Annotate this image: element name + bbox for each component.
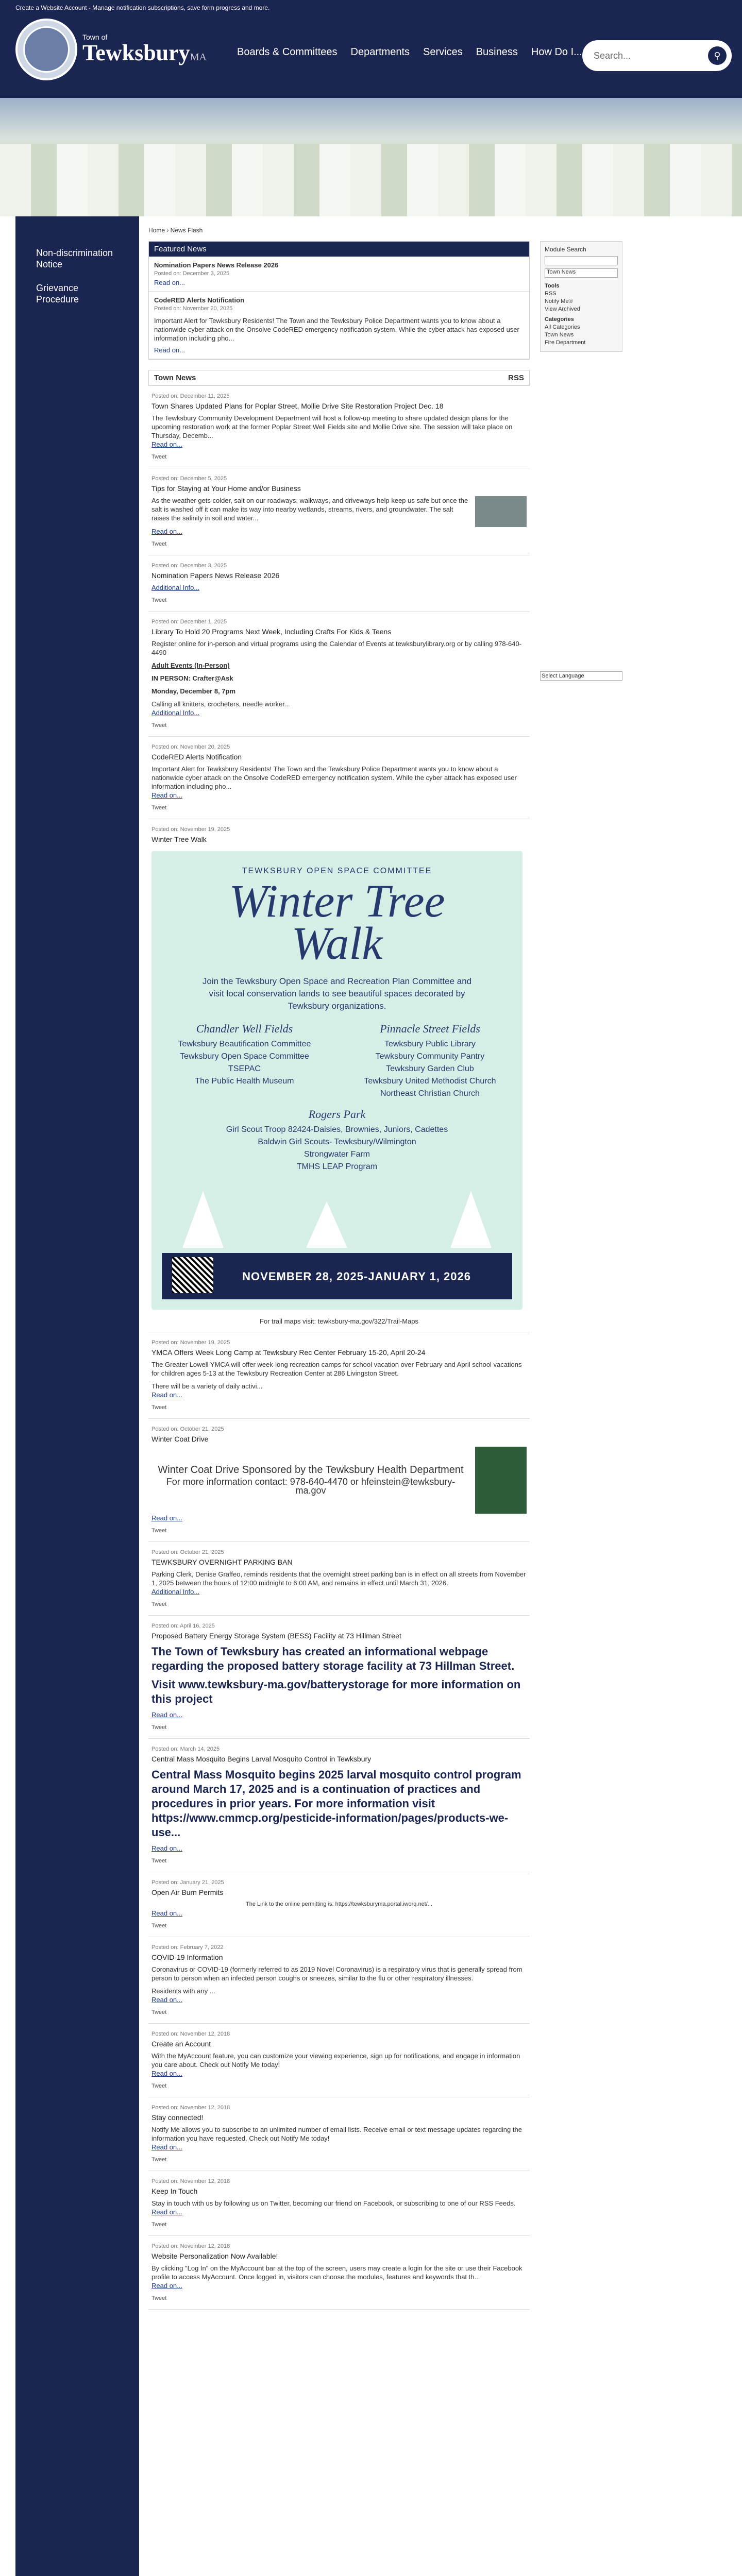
main-area	[15, 216, 727, 2576]
news-item	[148, 737, 530, 819]
featured-item-title[interactable]: Nomination Papers News Release 2026	[154, 261, 279, 269]
sidebar	[15, 216, 139, 2576]
rss-link[interactable]: RSS	[508, 374, 524, 382]
additional-info-link[interactable]: Additional Info...	[151, 584, 200, 591]
coat-drive-flyer[interactable]	[475, 1447, 527, 1514]
tweet-button[interactable]: Tweet	[151, 2295, 167, 2301]
nav-services[interactable]: Services	[423, 46, 463, 58]
header	[0, 15, 742, 98]
news-title[interactable]: Stay connected!	[151, 2113, 204, 2122]
search-icon[interactable]: ⚲	[708, 46, 727, 65]
news-body: There will be a variety of daily activi...	[151, 1382, 263, 1390]
news-body: Register online for in-person and virtual programs using the Calendar of Events at tewksburylibrary.org or by calling 978-640-4490	[151, 640, 522, 656]
news-date: Posted on: November 12, 2018	[151, 2178, 230, 2184]
category-fire[interactable]: Fire Department	[545, 340, 586, 346]
tweet-button[interactable]: Tweet	[151, 1858, 167, 1864]
news-date: Posted on: January 21, 2025	[151, 1879, 224, 1886]
read-on-link[interactable]: Read on...	[154, 346, 185, 354]
nav-how-do-i[interactable]: How Do I...	[531, 46, 582, 58]
news-extra: Calling all knitters, crocheters, needle worker...	[151, 700, 290, 708]
news-body: Notify Me allows you to subscribe to an unlimited number of email lists. Receive email or text message updates regarding the information you have requested. Check out Notify Me today!	[151, 2126, 522, 2142]
tools-title: Tools	[545, 283, 560, 289]
trail-maps-link[interactable]: For trail maps visit: tewksbury-ma.gov/322/Trail-Maps	[260, 1317, 418, 1325]
news-title[interactable]: COVID-19 Information	[151, 1953, 223, 1961]
news-body: The Greater Lowell YMCA will offer week-long recreation camps for school vacation over February and April school vacations for children ages 5-13 at the Tewksbury Recreation Center at 286 Livingston Street.	[151, 1361, 522, 1377]
news-item	[148, 1739, 530, 1872]
brand-name: TewksburyMA	[82, 40, 207, 65]
sidebar-item-grievance[interactable]: Grievance Procedure	[36, 283, 79, 304]
news-body: The Tewksbury Community Development Department will host a follow-up meeting to share updated design plans for the upcoming restoration work at the former Poplar Street Well Fields site and Mollie Drive site. The session will take place on Thursday, Decemb...	[151, 414, 513, 439]
news-item	[148, 468, 530, 555]
right-column	[540, 241, 622, 2310]
coat-drive-heading: Winter Coat Drive Sponsored by the Tewksbury Health Department	[158, 1464, 464, 1476]
news-item	[148, 1616, 530, 1739]
news-item	[148, 2236, 530, 2310]
tweet-button[interactable]: Tweet	[151, 805, 167, 811]
read-on-link[interactable]: Read on...	[151, 1711, 182, 1719]
read-on-link[interactable]: Read on...	[151, 1514, 182, 1522]
module-category-select[interactable]: Town News	[545, 268, 618, 278]
news-date: Posted on: March 14, 2025	[151, 1746, 220, 1752]
tool-notify-me[interactable]: Notify Me®	[545, 298, 573, 304]
town-seal[interactable]	[15, 19, 77, 80]
news-title[interactable]: Town Shares Updated Plans for Poplar Street, Mollie Drive Site Restoration Project Dec. 18	[151, 402, 444, 410]
news-item	[148, 2024, 530, 2097]
language-select[interactable]: Select Language	[540, 671, 622, 681]
news-item	[148, 2171, 530, 2236]
tweet-button[interactable]: Tweet	[151, 2083, 167, 2089]
news-item	[148, 1872, 530, 1937]
news-date: Posted on: October 21, 2025	[151, 1549, 224, 1555]
featured-news	[148, 241, 530, 360]
news-extra: Adult Events (In-Person)	[151, 662, 230, 669]
news-item	[148, 1937, 530, 2024]
news-date: Posted on: December 5, 2025	[151, 476, 227, 482]
coat-drive-contact: For more information contact: 978-640-4470 or hfeinstein@tewksbury-ma.gov	[166, 1476, 456, 1496]
news-highlight: The Town of Tewksbury has created an informational webpage regarding the proposed battery storage facility at 73 Hillman Street.	[151, 1645, 515, 1672]
news-title[interactable]: Create an Account	[151, 2040, 211, 2048]
read-on-link[interactable]: Read on...	[151, 1909, 182, 1917]
module-search-title: Module Search	[545, 246, 586, 253]
news-date: Posted on: February 7, 2022	[151, 1944, 224, 1951]
poster-desc: Join the Tewksbury Open Space and Recreation Plan Committee and visit local conservation lands to see beautiful spaces decorated by Tewksbury organizations.	[202, 976, 472, 1011]
news-title[interactable]: Open Air Burn Permits	[151, 1888, 224, 1896]
read-on-link[interactable]: Read on...	[151, 1391, 182, 1399]
news-extra: Monday, December 8, 7pm	[151, 687, 236, 695]
news-body: Coronavirus or COVID-19 (formerly referred to as 2019 Novel Coronavirus) is a respiratory virus that is generally spread from person to person when an infected person coughs or sneezes, similar to the flu or other respiratory illnesses.	[151, 1965, 522, 1982]
news-date: Posted on: April 16, 2025	[151, 1623, 215, 1629]
breadcrumb[interactable]: Home › News Flash	[148, 227, 203, 234]
news-date: Posted on: November 20, 2025	[151, 744, 230, 750]
featured-item	[149, 257, 529, 292]
tweet-button[interactable]: Tweet	[151, 454, 167, 460]
read-on-link[interactable]: Read on...	[151, 2070, 182, 2077]
news-title[interactable]: Proposed Battery Energy Storage System (BESS) Facility at 73 Hillman Street	[151, 1632, 401, 1640]
news-date: Posted on: October 21, 2025	[151, 1426, 224, 1432]
read-on-link[interactable]: Read on...	[151, 791, 182, 799]
qr-code	[172, 1257, 213, 1293]
category-all[interactable]: All Categories	[545, 324, 580, 330]
tweet-button[interactable]: Tweet	[151, 541, 167, 547]
content	[139, 216, 727, 2576]
poster-col-rogers: Rogers Park Girl Scout Troop 82424-Daisies, Brownies, Juniors, Cadettes Baldwin Girl Scouts- Tewksbury/Wilmington Strongwater Farm TMHS LEAP Program	[226, 1108, 448, 1171]
tweet-button[interactable]: Tweet	[151, 2157, 167, 2163]
tree-graphic	[306, 1201, 347, 1248]
news-title[interactable]: Library To Hold 20 Programs Next Week, Including Crafts For Kids & Teens	[151, 628, 392, 636]
news-title[interactable]: YMCA Offers Week Long Camp at Tewksbury Rec Center February 15-20, April 20-24	[151, 1348, 426, 1357]
poster-col-pinnacle: Pinnacle Street Fields Tewksbury Public Library Tewksbury Community Pantry Tewksbury Garden Club Tewksbury United Methodist Church Northeast Christian Church	[364, 1022, 496, 1098]
news-date: Posted on: November 12, 2018	[151, 2031, 230, 2037]
additional-info-link[interactable]: Additional Info...	[151, 1588, 200, 1596]
news-item	[148, 2097, 530, 2171]
tweet-button[interactable]: Tweet	[151, 1923, 167, 1929]
poster-col-chandler: Chandler Well Fields Tewksbury Beautification Committee Tewksbury Open Space Committee TSEPAC The Public Health Museum	[178, 1022, 311, 1086]
brand-town: Town of	[82, 33, 108, 41]
news-date: Posted on: December 1, 2025	[151, 619, 227, 625]
account-bar-text[interactable]: Create a Website Account - Manage notification subscriptions, save form progress and more.	[15, 4, 270, 11]
news-item	[148, 555, 530, 612]
news-date: Posted on: November 12, 2018	[151, 2105, 230, 2111]
news-body: The Link to the online permitting is: https://tewksburyma.portal.iworq.net/...	[246, 1901, 432, 1907]
read-on-link[interactable]: Read on...	[151, 2282, 182, 2290]
news-title[interactable]: Central Mass Mosquito Begins Larval Mosquito Control in Tewksbury	[151, 1755, 372, 1763]
tweet-button[interactable]: Tweet	[151, 597, 167, 603]
news-item	[148, 819, 530, 1332]
news-item	[148, 612, 530, 737]
news-title[interactable]: Tips for Staying at Your Home and/or Business	[151, 484, 301, 493]
search-placeholder: Search...	[594, 50, 631, 61]
poster-title: Winter Tree Walk	[229, 876, 445, 969]
news-title[interactable]: CodeRED Alerts Notification	[151, 753, 242, 761]
tree-graphic	[450, 1191, 492, 1248]
sidebar-item-nondiscrimination[interactable]: Non-discrimination Notice	[36, 248, 113, 269]
news-item	[148, 386, 530, 468]
town-news-title: Town News	[154, 374, 196, 382]
hero-image	[0, 98, 742, 216]
news-highlight: Central Mass Mosquito begins 2025 larval mosquito control program around March 17, 2025 and is a continuation of practices and procedures in prior years. For more information visit https://www.cmmcp.org/pesticide-information/pages/products-we-use...	[151, 1768, 521, 1839]
news-date: Posted on: November 19, 2025	[151, 1340, 230, 1346]
search-input[interactable]	[582, 40, 732, 71]
news-title[interactable]: Keep In Touch	[151, 2187, 198, 2195]
module-search-input[interactable]	[545, 256, 618, 265]
tweet-button[interactable]: Tweet	[151, 1404, 167, 1411]
news-item	[148, 1419, 530, 1542]
news-body: Residents with any ...	[151, 1987, 215, 1995]
module-search	[540, 241, 622, 352]
tool-view-archived[interactable]: View Archived	[545, 306, 580, 312]
account-bar	[0, 0, 742, 15]
news-extra: IN PERSON: Crafter@Ask	[151, 674, 233, 682]
news-highlight: Visit www.tewksbury-ma.gov/batterystorage for more information on this project	[151, 1678, 521, 1705]
tweet-button[interactable]: Tweet	[151, 1528, 167, 1534]
tweet-button[interactable]: Tweet	[151, 2009, 167, 2015]
news-thumbnail[interactable]	[475, 496, 527, 527]
featured-item	[149, 292, 529, 359]
news-item	[148, 1332, 530, 1419]
read-on-link[interactable]: Read on...	[151, 440, 182, 448]
read-on-link[interactable]: Read on...	[151, 528, 182, 535]
news-body: Important Alert for Tewksbury Residents! The Town and the Tewksbury Police Department wants you to know about a nationwide cyber attack on the Onsolve CodeRED emergency notification system. While the cyber attack has exposed user information including pho...	[151, 765, 517, 790]
read-on-link[interactable]: Read on...	[151, 2208, 182, 2216]
town-news-header	[148, 370, 530, 386]
news-body: As the weather gets colder, salt on our roadways, walkways, and driveways help keep us safe but once the salt is washed off it can make its way into nearby wetlands, streams, rivers, and groundwater. The salt raises the salinity in soil and water...	[151, 497, 468, 522]
news-date: Posted on: November 19, 2025	[151, 826, 230, 833]
nav-business[interactable]: Business	[476, 46, 518, 58]
news-title[interactable]: Website Personalization Now Available!	[151, 2252, 278, 2260]
categories-title: Categories	[545, 316, 574, 323]
news-body: Parking Clerk, Denise Graffeo, reminds residents that the overnight street parking ban is in effect on all streets from November 1, 2025 between the hours of 12:00 midnight to 6:00 AM, and remains in effect until March 31, 2026.	[151, 1570, 526, 1587]
tweet-button[interactable]: Tweet	[151, 1601, 167, 1607]
news-date: Posted on: November 12, 2018	[151, 2243, 230, 2249]
news-body: Stay in touch with us by following us on Twitter, becoming our friend on Facebook, or subscribing to one of our RSS Feeds.	[151, 2199, 516, 2207]
nav-departments[interactable]: Departments	[350, 46, 410, 58]
brand[interactable]	[82, 33, 207, 69]
poster-org: TEWKSBURY OPEN SPACE COMMITTEE	[242, 867, 432, 875]
news-title[interactable]: TEWKSBURY OVERNIGHT PARKING BAN	[151, 1558, 293, 1566]
tweet-button[interactable]: Tweet	[151, 722, 167, 728]
news-title[interactable]: Winter Coat Drive	[151, 1435, 209, 1443]
news-title[interactable]: Winter Tree Walk	[151, 835, 207, 843]
poster-dates: NOVEMBER 28, 2025-JANUARY 1, 2026	[162, 1253, 512, 1299]
nav-boards[interactable]: Boards & Committees	[237, 46, 338, 58]
news-column	[148, 241, 530, 2310]
read-on-link[interactable]: Read on...	[154, 279, 185, 286]
featured-item-title[interactable]: CodeRED Alerts Notification	[154, 296, 245, 304]
read-on-link[interactable]: Read on...	[151, 1996, 182, 2004]
featured-item-date: Posted on: November 20, 2025	[154, 306, 233, 312]
category-town-news[interactable]: Town News	[545, 332, 574, 338]
tree-graphic	[182, 1191, 224, 1248]
featured-item-body: Important Alert for Tewksbury Residents! The Town and the Tewksbury Police Department wants you to know about a nationwide cyber attack on the Onsolve CodeRED emergency notification system. While the cyber attack has exposed user information including pho...	[154, 317, 519, 342]
news-body: By clicking "Log In" on the MyAccount bar at the top of the screen, users may create a login for the site or use their Facebook profile to access MyAccount. Once logged in, visitors can choose the modules, features and keywords that th...	[151, 2264, 522, 2281]
news-item	[148, 1542, 530, 1616]
news-title[interactable]: Nomination Papers News Release 2026	[151, 571, 280, 580]
featured-title: Featured News	[149, 242, 529, 257]
tool-rss[interactable]: RSS	[545, 291, 556, 297]
additional-info-link[interactable]: Additional Info...	[151, 709, 200, 717]
read-on-link[interactable]: Read on...	[151, 2143, 182, 2151]
news-date: Posted on: December 3, 2025	[151, 563, 227, 569]
tweet-button[interactable]: Tweet	[151, 2222, 167, 2228]
featured-item-date: Posted on: December 3, 2025	[154, 270, 230, 277]
winter-tree-walk-poster[interactable]	[151, 851, 522, 1310]
news-body: With the MyAccount feature, you can customize your viewing experience, sign up for notifications, and engage in information you care about. Check out Notify Me today!	[151, 2052, 520, 2069]
main-nav	[237, 46, 582, 58]
tweet-button[interactable]: Tweet	[151, 1724, 167, 1731]
news-date: Posted on: December 11, 2025	[151, 393, 230, 399]
read-on-link[interactable]: Read on...	[151, 1844, 182, 1852]
